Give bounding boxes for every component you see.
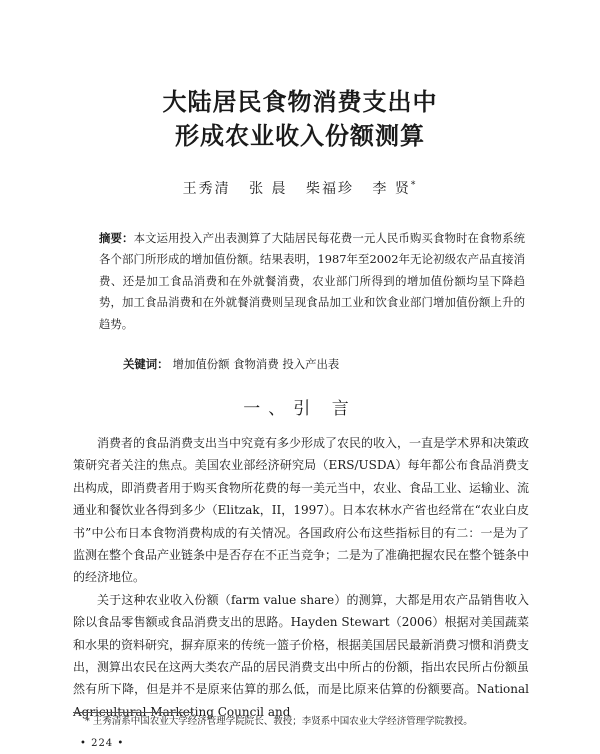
abstract-label: 摘要：	[99, 231, 134, 245]
footnote-divider	[73, 712, 193, 713]
author-name: 李 贤*	[372, 180, 418, 197]
body-text	[73, 432, 529, 723]
keywords	[123, 356, 339, 372]
paper-title-line-1: 大陆居民食物消费支出中	[162, 87, 438, 116]
author-name: 张 晨	[249, 181, 288, 197]
body-paragraph: 消费者的食品消费支出当中究竟有多少形成了农民的收入，一直是学术界和决策政策研究者关注的焦点。美国农业部经济研究局（ERS/USDA）每年都公布食品消费支出构成，即消费者用于购买食物所花费的每一美元当中，农业、食品工业、运输业、流通业和餐饮业各得到多少（Elitzak，II，1997）。日本农林水产省也经常在“农业白皮书”中公布日本食物消费构成的有关情况。各国政府公布这些指标目的有二：一是为了监测在整个食品产业链条中是否存在不正当竞争；二是为了准确把握农民在整个链条中的经济地位。	[73, 436, 530, 585]
footnote: * 王秀清系中国农业大学经济管理学院院长、教授；李贤系中国农业大学经济管理学院教授。	[85, 716, 473, 727]
author-name: 柴福珍	[305, 181, 354, 197]
keywords-label: 关键词：	[123, 357, 169, 371]
section-heading: 一、引 言	[243, 399, 357, 419]
author-name: 王秀清	[182, 181, 231, 197]
abstract	[99, 228, 525, 335]
page-number: • 224 •	[80, 738, 125, 749]
author-list	[0, 178, 600, 198]
keywords-text: 增加值份额 食物消费 投入产出表	[172, 357, 340, 371]
paper-title-line-2: 形成农业收入份额测算	[175, 121, 425, 150]
abstract-text: 本文运用投入产出表测算了大陆居民每花费一元人民币购买食物时在食物系统各个部门所形成的增加值份额。结果表明，1987年至2002年无论初级农产品直接消费、还是加工食品消费和在外就餐消费，农业部门所得到的增加值份额均呈下降趋势，加工食品消费和在外就餐消费则呈现食品加工业和饮食业部门增加值份额上升的趋势。	[99, 231, 525, 331]
author-footnote-mark: *	[410, 180, 418, 191]
body-paragraph: 关于这种农业收入份额（farm value share）的测算，大都是用农产品销售收入除以食品零售额或食品消费支出的思路。Hayden Stewart（2006）根据对美国蔬菜和水果的资料研究，摒弃原来的传统一篮子价格，根据美国居民最新消费习惯和消费支出，测算出农民在这两大类农产品的居民消费支出中所占的份额，指出农民所占份额虽然有所下降，但是并不是原来估算的那么低，而是比原来估算的份额要高。National Agricultural Marketing Council and	[73, 592, 530, 719]
